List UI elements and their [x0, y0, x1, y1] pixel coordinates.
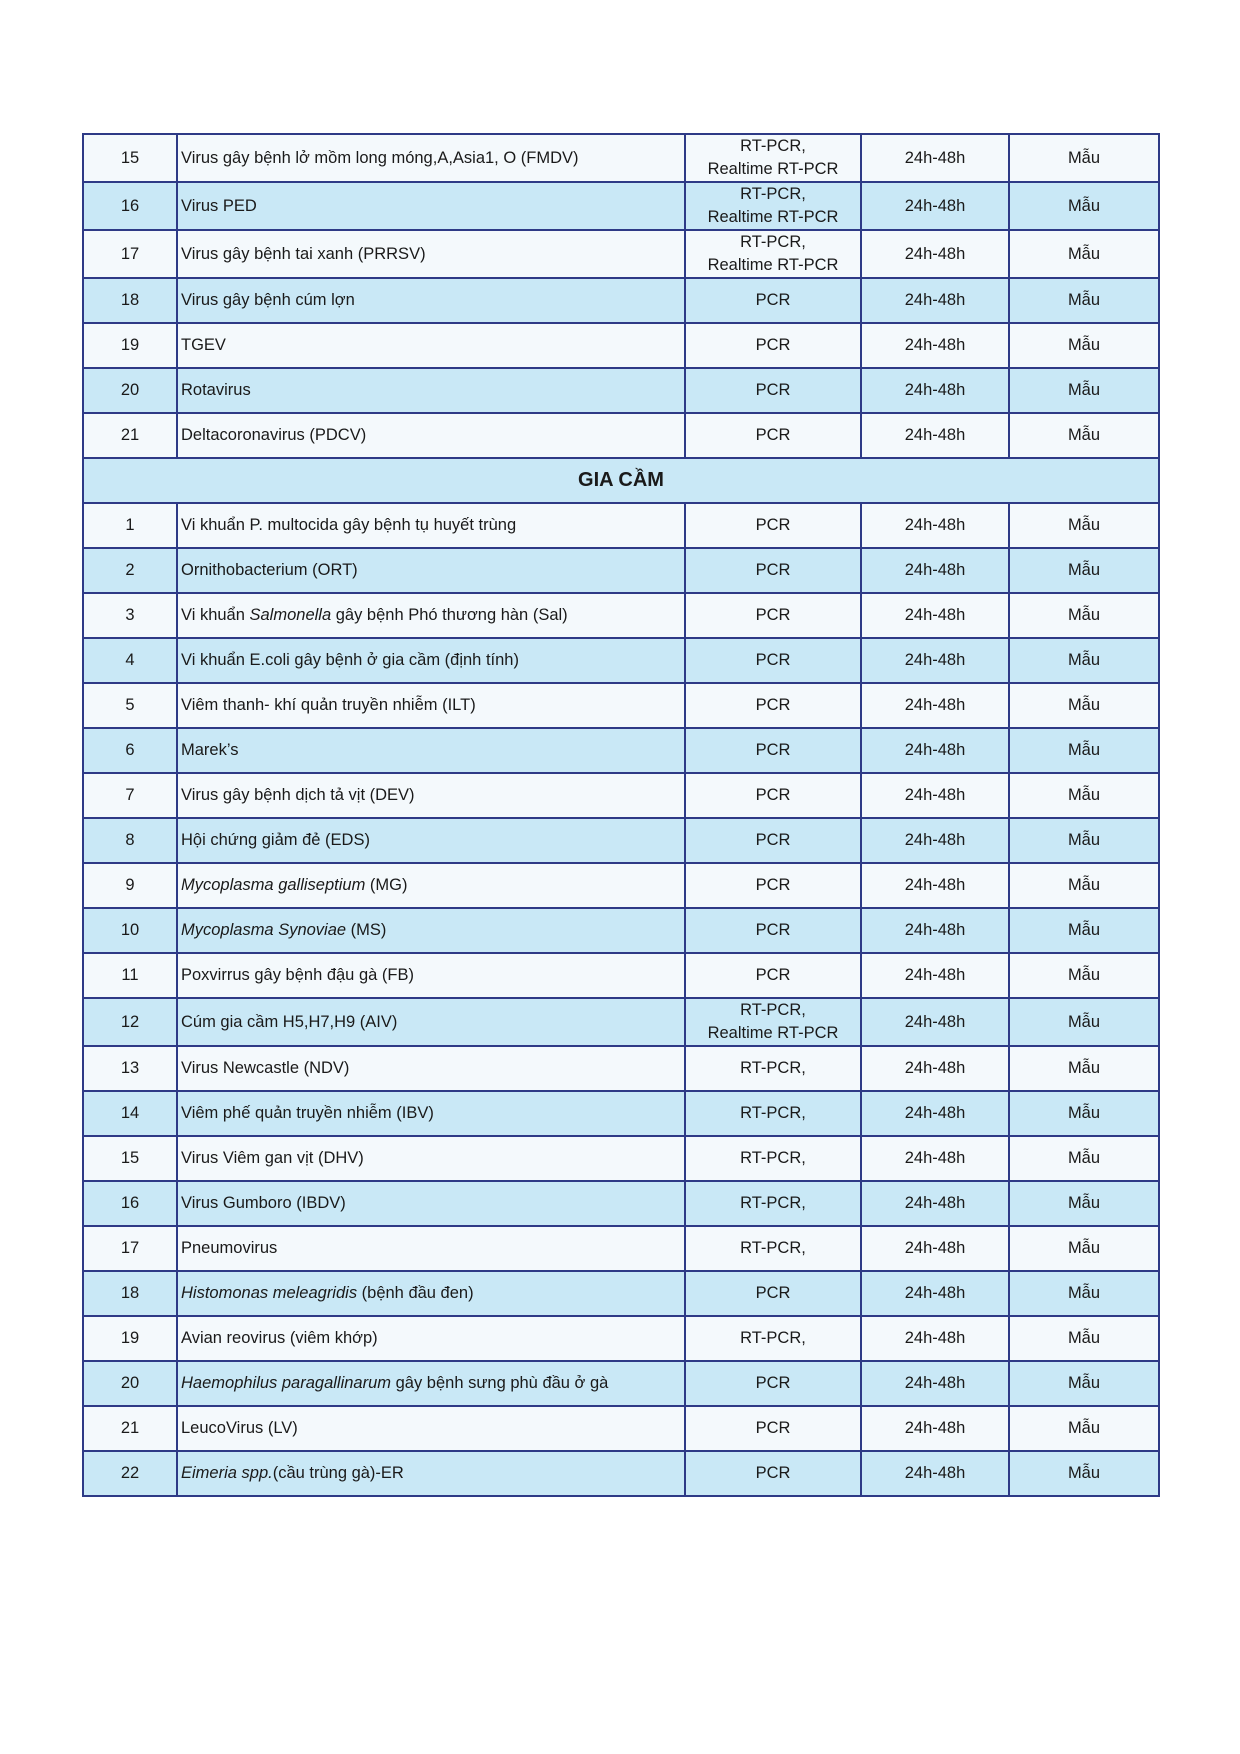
turnaround-time: 24h-48h	[861, 773, 1009, 818]
test-name	[177, 1046, 685, 1091]
test-name	[177, 134, 685, 182]
turnaround-time: 24h-48h	[861, 1091, 1009, 1136]
table-row	[83, 1406, 1159, 1451]
row-number: 10	[83, 908, 177, 953]
sample-unit: Mẫu	[1009, 818, 1159, 863]
turnaround-time: 24h-48h	[861, 503, 1009, 548]
table-section	[83, 458, 1159, 503]
test-name	[177, 1226, 685, 1271]
test-name-italic: Mycoplasma Synoviae	[181, 921, 347, 939]
turnaround-time: 24h-48h	[861, 863, 1009, 908]
table-row	[83, 548, 1159, 593]
test-name-text: TGEV	[181, 336, 226, 354]
test-name-italic: Histomonas meleagridis	[181, 1284, 358, 1302]
sample-unit: Mẫu	[1009, 863, 1159, 908]
turnaround-time: 24h-48h	[861, 1271, 1009, 1316]
turnaround-time: 24h-48h	[861, 548, 1009, 593]
test-name-text: Virus Gumboro (IBDV)	[181, 1194, 346, 1212]
test-name-prefix: Vi khuẩn	[181, 606, 250, 624]
row-number: 3	[83, 593, 177, 638]
turnaround-time: 24h-48h	[861, 638, 1009, 683]
table-row	[83, 1361, 1159, 1406]
sample-unit: Mẫu	[1009, 1316, 1159, 1361]
test-name-text: Virus gây bệnh dịch tả vịt (DEV)	[181, 786, 415, 804]
test-method: PCR	[685, 503, 861, 548]
test-method: RT-PCR, Realtime RT-PCR	[685, 998, 861, 1046]
sample-unit: Mẫu	[1009, 230, 1159, 278]
turnaround-time: 24h-48h	[861, 1226, 1009, 1271]
sample-unit: Mẫu	[1009, 683, 1159, 728]
test-name	[177, 1271, 685, 1316]
turnaround-time: 24h-48h	[861, 728, 1009, 773]
row-number: 15	[83, 134, 177, 182]
test-method: RT-PCR,	[685, 1091, 861, 1136]
turnaround-time: 24h-48h	[861, 368, 1009, 413]
test-name-text: Pneumovirus	[181, 1239, 278, 1257]
row-number: 8	[83, 818, 177, 863]
row-number: 5	[83, 683, 177, 728]
turnaround-time: 24h-48h	[861, 1136, 1009, 1181]
test-method: PCR	[685, 728, 861, 773]
row-number: 14	[83, 1091, 177, 1136]
turnaround-time: 24h-48h	[861, 1361, 1009, 1406]
test-method: PCR	[685, 863, 861, 908]
test-method: PCR	[685, 818, 861, 863]
test-name	[177, 998, 685, 1046]
sample-unit: Mẫu	[1009, 1181, 1159, 1226]
test-name-text: Virus gây bệnh lở mồm long móng,A,Asia1, O (FMDV)	[181, 148, 579, 167]
table-row	[83, 683, 1159, 728]
turnaround-time: 24h-48h	[861, 1181, 1009, 1226]
row-number: 16	[83, 182, 177, 230]
turnaround-time: 24h-48h	[861, 998, 1009, 1046]
row-number: 21	[83, 1406, 177, 1451]
row-number: 20	[83, 368, 177, 413]
test-name	[177, 818, 685, 863]
sample-unit: Mẫu	[1009, 548, 1159, 593]
test-name	[177, 1451, 685, 1496]
test-name-text: Virus gây bệnh tai xanh (PRRSV)	[181, 244, 426, 263]
section-title: GIA CẦM	[83, 458, 1159, 503]
test-name-italic: Salmonella	[249, 606, 332, 624]
sample-unit: Mẫu	[1009, 134, 1159, 182]
sample-unit: Mẫu	[1009, 1271, 1159, 1316]
sample-unit: Mẫu	[1009, 1091, 1159, 1136]
row-number: 13	[83, 1046, 177, 1091]
table-row	[83, 1181, 1159, 1226]
test-name-text: Poxvirrus gây bệnh đậu gà (FB)	[181, 966, 414, 984]
sample-unit: Mẫu	[1009, 1136, 1159, 1181]
test-name-text: (bệnh đầu đen)	[357, 1284, 474, 1302]
table-row	[83, 1451, 1159, 1496]
test-name	[177, 548, 685, 593]
test-name-text: Cúm gia cầm H5,H7,H9 (AIV)	[181, 1012, 398, 1031]
table-row	[83, 593, 1159, 638]
turnaround-time: 24h-48h	[861, 953, 1009, 998]
table-row	[83, 182, 1159, 230]
test-name-text: gây bệnh sưng phù đầu ở gà	[391, 1374, 609, 1392]
table-row	[83, 1046, 1159, 1091]
test-method: RT-PCR,	[685, 1046, 861, 1091]
row-number: 7	[83, 773, 177, 818]
sample-unit: Mẫu	[1009, 728, 1159, 773]
sample-unit: Mẫu	[1009, 773, 1159, 818]
test-method: RT-PCR, Realtime RT-PCR	[685, 182, 861, 230]
sample-unit: Mẫu	[1009, 503, 1159, 548]
table-row	[83, 908, 1159, 953]
test-name	[177, 773, 685, 818]
test-method: PCR	[685, 413, 861, 458]
row-number: 6	[83, 728, 177, 773]
table-row	[83, 773, 1159, 818]
test-name-text: Marek’s	[181, 741, 239, 759]
test-name-text: Virus Viêm gan vịt (DHV)	[181, 1149, 364, 1167]
test-name	[177, 908, 685, 953]
turnaround-time: 24h-48h	[861, 1451, 1009, 1496]
test-method: PCR	[685, 683, 861, 728]
test-name	[177, 278, 685, 323]
sample-unit: Mẫu	[1009, 593, 1159, 638]
test-method: PCR	[685, 1361, 861, 1406]
table-row	[83, 638, 1159, 683]
table-row	[83, 1316, 1159, 1361]
test-method: PCR	[685, 908, 861, 953]
test-method: PCR	[685, 323, 861, 368]
test-name	[177, 230, 685, 278]
table-row	[83, 278, 1159, 323]
turnaround-time: 24h-48h	[861, 593, 1009, 638]
table-row	[83, 1136, 1159, 1181]
test-name	[177, 1136, 685, 1181]
row-number: 4	[83, 638, 177, 683]
test-method: PCR	[685, 368, 861, 413]
test-name-text: Rotavirus	[181, 381, 251, 399]
test-method: PCR	[685, 773, 861, 818]
sample-unit: Mẫu	[1009, 1361, 1159, 1406]
test-name	[177, 683, 685, 728]
sample-unit: Mẫu	[1009, 1046, 1159, 1091]
test-name	[177, 182, 685, 230]
turnaround-time: 24h-48h	[861, 182, 1009, 230]
sample-unit: Mẫu	[1009, 1406, 1159, 1451]
row-number: 1	[83, 503, 177, 548]
test-name-text: Hội chứng giảm đẻ (EDS)	[181, 831, 370, 849]
test-method: PCR	[685, 548, 861, 593]
turnaround-time: 24h-48h	[861, 1046, 1009, 1091]
test-name	[177, 323, 685, 368]
row-number: 12	[83, 998, 177, 1046]
table-row	[83, 1271, 1159, 1316]
turnaround-time: 24h-48h	[861, 1406, 1009, 1451]
row-number: 16	[83, 1181, 177, 1226]
test-method: PCR	[685, 593, 861, 638]
sample-unit: Mẫu	[1009, 278, 1159, 323]
test-name-text: (MS)	[346, 921, 387, 939]
row-number: 19	[83, 1316, 177, 1361]
test-name-text: Vi khuẩn E.coli gây bệnh ở gia cầm (định tính)	[181, 651, 519, 669]
sample-unit: Mẫu	[1009, 323, 1159, 368]
sample-unit: Mẫu	[1009, 953, 1159, 998]
turnaround-time: 24h-48h	[861, 134, 1009, 182]
row-number: 11	[83, 953, 177, 998]
test-name-italic: Haemophilus paragallinarum	[181, 1374, 392, 1392]
test-name-text: Viêm phế quản truyền nhiễm (IBV)	[181, 1104, 434, 1122]
test-method: PCR	[685, 953, 861, 998]
row-number: 15	[83, 1136, 177, 1181]
test-name-text: LeucoVirus (LV)	[181, 1419, 298, 1437]
test-method: RT-PCR,	[685, 1181, 861, 1226]
row-number: 22	[83, 1451, 177, 1496]
test-name	[177, 953, 685, 998]
turnaround-time: 24h-48h	[861, 908, 1009, 953]
test-method: RT-PCR,	[685, 1226, 861, 1271]
table-row	[83, 818, 1159, 863]
table-row	[83, 863, 1159, 908]
table-row	[83, 1091, 1159, 1136]
table-row	[83, 368, 1159, 413]
test-name	[177, 638, 685, 683]
test-name-text: gây bệnh Phó thương hàn (Sal)	[331, 606, 568, 624]
row-number: 19	[83, 323, 177, 368]
turnaround-time: 24h-48h	[861, 1316, 1009, 1361]
test-method: RT-PCR, Realtime RT-PCR	[685, 230, 861, 278]
row-number: 18	[83, 278, 177, 323]
test-name-text: (MG)	[365, 876, 408, 894]
test-name-text: Avian reovirus (viêm khớp)	[181, 1329, 378, 1347]
test-name-italic: Eimeria spp.	[181, 1464, 273, 1482]
table-row	[83, 230, 1159, 278]
test-price-table	[82, 133, 1160, 1497]
test-name	[177, 1316, 685, 1361]
test-name	[177, 728, 685, 773]
test-method: PCR	[685, 1451, 861, 1496]
turnaround-time: 24h-48h	[861, 230, 1009, 278]
test-name-text: Virus Newcastle (NDV)	[181, 1059, 350, 1077]
test-method: PCR	[685, 638, 861, 683]
test-name-text: Ornithobacterium (ORT)	[181, 561, 358, 579]
row-number: 17	[83, 1226, 177, 1271]
test-name	[177, 1091, 685, 1136]
turnaround-time: 24h-48h	[861, 413, 1009, 458]
test-method: RT-PCR,	[685, 1316, 861, 1361]
test-name	[177, 413, 685, 458]
row-number: 9	[83, 863, 177, 908]
test-method: RT-PCR,	[685, 1136, 861, 1181]
test-method: PCR	[685, 1271, 861, 1316]
sample-unit: Mẫu	[1009, 368, 1159, 413]
table-row	[83, 953, 1159, 998]
test-name	[177, 593, 685, 638]
test-name-text: (cầu trùng gà)-ER	[272, 1464, 404, 1482]
test-name-text: Vi khuẩn P. multocida gây bệnh tụ huyết trùng	[181, 516, 517, 534]
turnaround-time: 24h-48h	[861, 323, 1009, 368]
row-number: 18	[83, 1271, 177, 1316]
test-name-text: Viêm thanh- khí quản truyền nhiễm (ILT)	[181, 696, 476, 714]
row-number: 21	[83, 413, 177, 458]
sample-unit: Mẫu	[1009, 908, 1159, 953]
test-name-text: Virus gây bệnh cúm lợn	[181, 291, 355, 309]
test-name	[177, 368, 685, 413]
sample-unit: Mẫu	[1009, 413, 1159, 458]
sample-unit: Mẫu	[1009, 182, 1159, 230]
table-body-poultry	[83, 503, 1159, 1496]
turnaround-time: 24h-48h	[861, 818, 1009, 863]
table-row	[83, 1226, 1159, 1271]
test-name-italic: Mycoplasma galliseptium	[181, 876, 366, 894]
turnaround-time: 24h-48h	[861, 278, 1009, 323]
sample-unit: Mẫu	[1009, 1226, 1159, 1271]
test-name	[177, 1406, 685, 1451]
test-method: RT-PCR, Realtime RT-PCR	[685, 134, 861, 182]
test-name	[177, 1361, 685, 1406]
table-row	[83, 413, 1159, 458]
row-number: 20	[83, 1361, 177, 1406]
sample-unit: Mẫu	[1009, 638, 1159, 683]
table-row	[83, 134, 1159, 182]
test-name-text: Virus PED	[181, 196, 257, 215]
test-method: PCR	[685, 278, 861, 323]
sample-unit: Mẫu	[1009, 1451, 1159, 1496]
table-row	[83, 503, 1159, 548]
section-row	[83, 458, 1159, 503]
test-name	[177, 863, 685, 908]
test-name-text: Deltacoronavirus (PDCV)	[181, 426, 367, 444]
table-row	[83, 728, 1159, 773]
row-number: 2	[83, 548, 177, 593]
test-name	[177, 503, 685, 548]
table-body-swine	[83, 134, 1159, 458]
test-name	[177, 1181, 685, 1226]
test-method: PCR	[685, 1406, 861, 1451]
row-number: 17	[83, 230, 177, 278]
table-row	[83, 323, 1159, 368]
turnaround-time: 24h-48h	[861, 683, 1009, 728]
table-row	[83, 998, 1159, 1046]
sample-unit: Mẫu	[1009, 998, 1159, 1046]
